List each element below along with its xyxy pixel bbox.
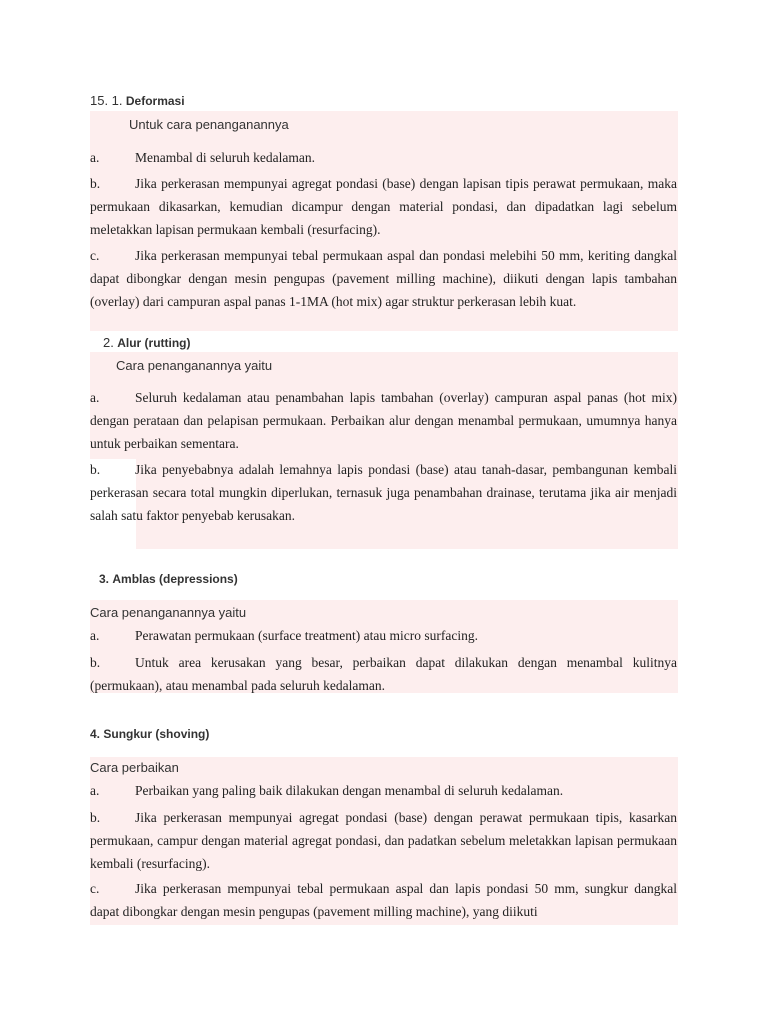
section-4-intro: Cara perbaikan — [90, 760, 179, 775]
item-label: a. — [90, 150, 100, 165]
section-2-number: 2. — [103, 335, 114, 350]
section-2-heading — [103, 335, 191, 350]
item-text: Perbaikan yang paling baik dilakukan dengan menambal di seluruh kedalaman. — [135, 783, 564, 798]
item-label: b. — [90, 810, 101, 825]
section-3-number: 3. — [99, 572, 110, 586]
section-3-heading — [99, 572, 238, 586]
section-3-intro: Cara penanganannya yaitu — [90, 605, 247, 620]
section-2-item-b — [90, 458, 677, 527]
section-1-item-b — [90, 172, 677, 241]
item-text: Untuk area kerusakan yang besar, perbaikan dapat dilakukan dengan menambal kulitnya (permukaan), atau menambal pada seluruh kedalaman. — [90, 655, 677, 693]
item-text: Menambal di seluruh kedalaman. — [135, 150, 315, 165]
section-4-heading — [90, 727, 209, 741]
item-text: Jika perkerasan mempunyai agregat pondasi (base) dengan lapisan tipis perawat permukaan, maka permukaan dikasarkan, kemudian dicampur dengan material pondasi, dan dipadatkan lagi sebelum meletakkan lapisan permukaan kembali (resurfacing). — [90, 176, 677, 237]
section-1-item-c — [90, 244, 677, 313]
section-2-title: Alur (rutting) — [117, 336, 191, 350]
item-label: a. — [90, 783, 100, 798]
section-3-title: Amblas (depressions) — [112, 572, 238, 586]
section-2-intro: Cara penanganannya yaitu — [116, 358, 273, 373]
section-2-item-a — [90, 386, 677, 455]
section-3-item-a — [90, 624, 677, 647]
section-4-item-a — [90, 779, 677, 802]
item-label: b. — [90, 176, 101, 191]
section-4-title: Sungkur (shoving) — [103, 727, 210, 741]
item-label: b. — [90, 655, 101, 670]
section-1-title: Deformasi — [125, 94, 185, 108]
section-4-number: 4. — [90, 727, 101, 741]
item-text: Jika perkerasan mempunyai tebal permukaan aspal dan pondasi melebihi 50 mm, keriting dangkal dapat dibongkar dengan mesin pengupas (pavement milling machine), diikuti dengan lapis tambahan (overlay) dari campuran aspal panas 1-1MA (hot mix) agar struktur perkerasan lebih kuat. — [90, 248, 677, 309]
section-1-intro: Untuk cara penanganannya — [129, 117, 289, 132]
item-text: Perawatan permukaan (surface treatment) atau micro surfacing. — [135, 628, 478, 643]
section-1-number: 15. 1. — [90, 93, 123, 108]
section-4-item-c — [90, 877, 677, 923]
item-label: b. — [90, 462, 101, 477]
section-3-item-b — [90, 651, 677, 697]
item-text: Jika perkerasan mempunyai tebal permukaan aspal dan lapis pondasi 50 mm, sungkur dangkal dapat dibongkar dengan mesin pengupas (pavement milling machine), yang diikuti — [90, 881, 677, 919]
item-label: c. — [90, 881, 100, 896]
section-1-heading — [90, 93, 185, 108]
item-text: Jika penyebabnya adalah lemahnya lapis pondasi (base) atau tanah-dasar, pembangunan kembali perkerasan secara total mungkin diperlukan, ternasuk juga penambahan drainase, terutama jika air menjadi salah satu faktor penyebab kerusakan. — [90, 462, 677, 523]
item-text: Jika perkerasan mempunyai agregat pondasi (base) dengan perawat permukaan tipis, kasarkan permukaan, campur dengan material agregat pondasi, dan padatkan sebelum meletakkan lapisan permukaan kembali (resurfacing). — [90, 810, 677, 871]
section-4-item-b — [90, 806, 677, 875]
section-1-item-a — [90, 146, 677, 169]
item-label: c. — [90, 248, 100, 263]
item-text: Seluruh kedalaman atau penambahan lapis tambahan (overlay) campuran aspal panas (hot mix) dengan perataan dan pelapisan permukaan. Perbaikan alur dengan menambal permukaan, umumnya hanya untuk perbaikan sementara. — [90, 390, 677, 451]
item-label: a. — [90, 628, 100, 643]
item-label: a. — [90, 390, 100, 405]
